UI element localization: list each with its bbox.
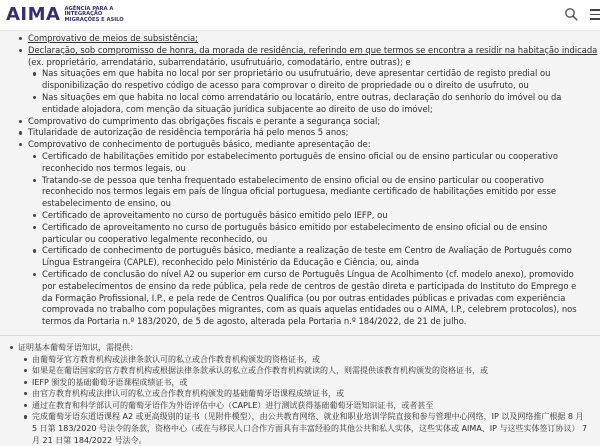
list-item — [8, 342, 600, 446]
menu-icon[interactable] — [590, 9, 600, 21]
list-item: IEFP 颁发的基础葡萄牙语课程成绩证书，或 — [8, 377, 600, 389]
list-item — [0, 139, 600, 328]
list-item: Certificado de habilitações emitido por estabelecimento português de ensino oficial ou de ensino particular ou cooperativo reconhecido nos termos legais, ou — [0, 151, 600, 175]
list-item: 由葡萄牙官方教育机构或法律条款认可的私立或合作教育机构颁发的资格证书，或 — [8, 354, 600, 366]
residence-declaration-rest: (ex. proprietário, arrendatário, subarrendatário, usufrutuário, comodatário, entre outras); e — [28, 56, 411, 67]
list-item: 如果是在葡语国家的官方教育机构或根据法律条款承认的私立或合作教育机构就读的人，则需提供该教育机构颁发的资格证书，或 — [8, 365, 600, 377]
residence-declaration-label: Declaração, sob compromisso de honra, da morada de residência, referindo em que termos se encontra a residir na habitação indicada — [28, 44, 598, 55]
list-item: Tratando-se de pessoa que tenha frequentado estabelecimento de ensino oficial ou de ensino particular ou cooperativo reconhecido nos termos legais em país de língua oficial portuguesa, mediante certificado de habilitações emitido por esse estabelecimento de ensino, ou — [0, 175, 600, 210]
cn-language-sublist — [18, 354, 600, 446]
list-item: Certificado de conhecimento de português básico, mediante a realização de teste em Centro de Avaliação de Português como Língua Estrangeira (CAPLE), reconhecido pelo Ministério da Educação e Ciência, ou, ainda — [0, 245, 600, 269]
portuguese-requirements — [0, 30, 600, 328]
list-item: Nas situações em que habita no local por ser proprietário ou usufrutuário, deve apresentar certidão de registo predial ou disponibilização do respetivo código de acesso para comprovar o direito de propriedade ou o direito de usufruto, ou — [0, 68, 600, 92]
logo-text: AGÊNCIA PARA A INTEGRAÇÃO MIGRAÇÕES E ASILO — [64, 5, 124, 23]
list-item: Comprovativo do cumprimento das obrigações fiscais e perante a segurança social; — [0, 116, 600, 128]
cn-language-item: 证明基本葡萄牙语知识，需提供： — [18, 342, 138, 352]
list-item: Titularidade de autorização de residência temporária há pelo menos 5 anos; — [0, 127, 600, 139]
main-content — [0, 30, 600, 445]
list-item: 由官方教育机构或法律认可的私立或合作教育机构颁发的基础葡萄牙语课程成绩证书，或 — [8, 388, 600, 400]
chinese-requirements — [0, 342, 600, 446]
list-item: Certificado de aproveitamento no curso de português básico emitido pelo IEFP, ou — [0, 210, 600, 222]
search-icon[interactable] — [564, 7, 578, 21]
list-item: Nas situações em que habita no local como arrendatário ou locatário, entre outras, declaração do senhorio do imóvel ou da entidade alojadora, com menção da situação jurídica subjacente ao direito de uso do imóvel; — [0, 92, 600, 116]
language-item: Comprovativo de conhecimento de português básico, mediante apresentação de: — [28, 139, 371, 150]
logo-mark: AIMA — [6, 4, 61, 25]
list-item: 通过在教育和科学部认可的葡萄牙语作为外语评估中心（CAPLE）进行测试获得基础葡萄牙语知识证书，或者甚至 — [8, 400, 600, 412]
section-divider — [0, 335, 600, 336]
list-item: 完成葡萄牙语东道语课程 A2 或更高级别的证书（见附件模型），由公共教育网络、就业和职业培训学院直接和参与管理中心网络，IP 以及网络推广根据 8 月 5 日第 183/2020 号法令的条款，资格中心（或在与移民人口合作方面具有丰富经验的其他公共和私人实体，这些实体或 AIMA、IP 与这些实体签订协议） 7 月 21 日第 184/2022 号法令。 — [8, 411, 600, 446]
site-header — [0, 0, 600, 31]
subsistence-item: Comprovativo de meios de subsistência; — [28, 33, 198, 43]
language-sublist — [28, 151, 600, 328]
pt-requirements-list — [0, 33, 600, 328]
list-item — [0, 33, 600, 45]
list-item — [0, 45, 600, 116]
list-item: Certificado de aproveitamento no curso de português básico emitido por estabelecimento de ensino oficial ou de ensino particular ou cooperativo legalmente reconhecido, ou — [0, 222, 600, 246]
aima-logo[interactable] — [6, 4, 134, 26]
cn-requirements-list — [8, 342, 600, 446]
list-item: Certificado de conclusão do nível A2 ou superior em curso de Português Língua de Acolhimento (cf. modelo anexo), promovido por estabelecimentos de ensino da rede pública, pela rede de centros de gestão direta e participada do Instituto do Emprego e da Formação Profissional, I.P., e pela rede de Centros Qualifica (ou por outras entidades públicas e privadas com experiência comprovada no trabalho com populações migrantes, com as quais aquelas entidades ou o AIMA, I.P., celebrem protocolos), nos termos da Portaria n.º 183/2020, de 5 de agosto, alterada pela Portaria n.º 184/2022, de 21 de julho. — [0, 269, 600, 328]
residence-sublist — [28, 68, 600, 115]
